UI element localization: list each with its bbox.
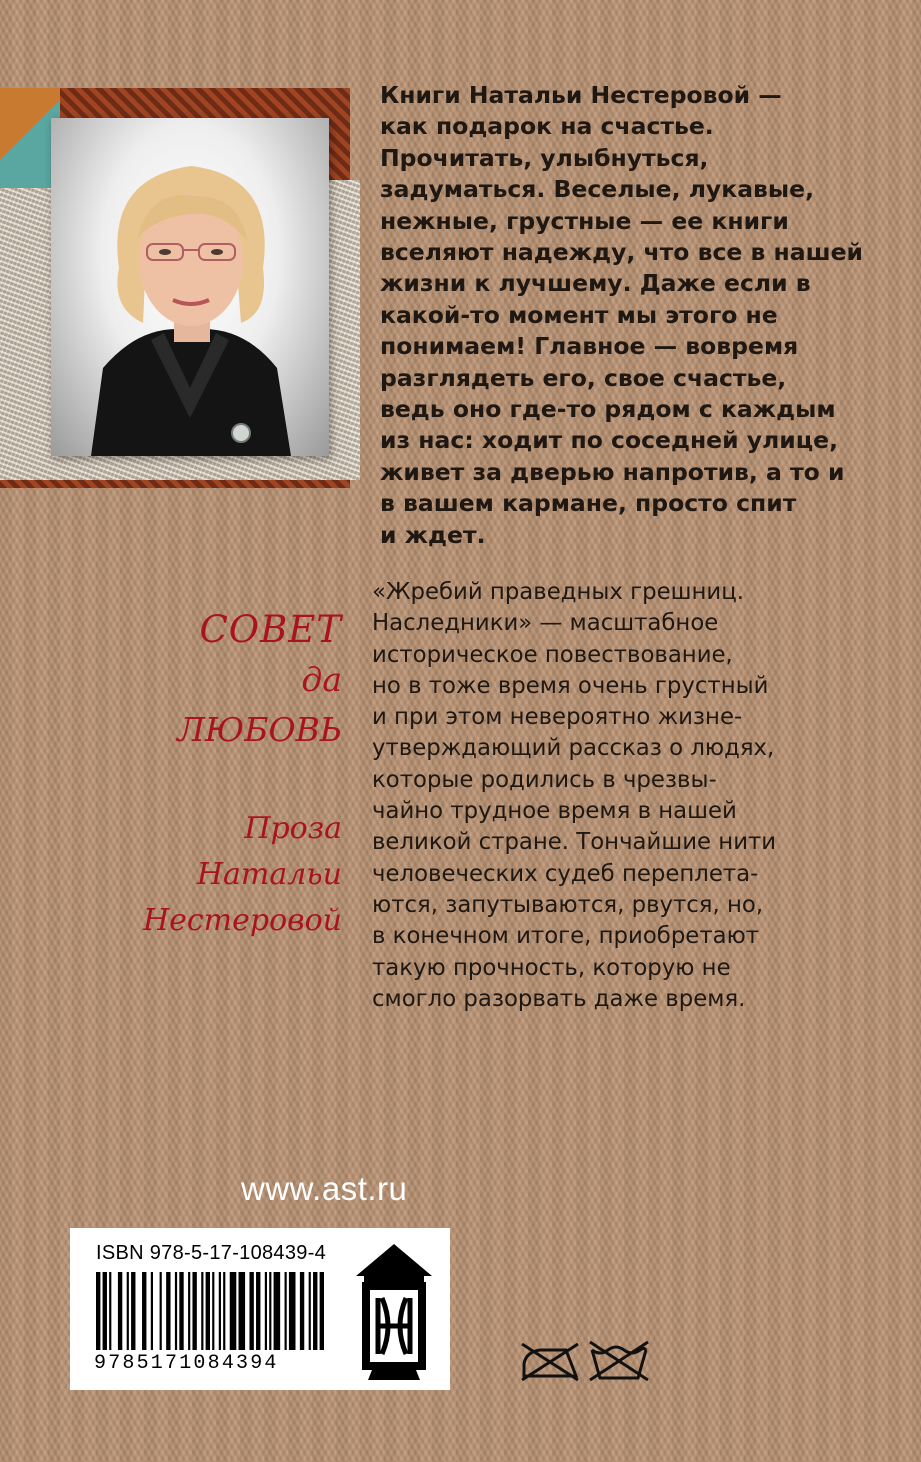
barcode-bar (269, 1272, 271, 1350)
ean-digits: 9785171084394 (94, 1352, 279, 1375)
lantern-logo-icon (354, 1242, 434, 1382)
barcode-bar (166, 1272, 170, 1350)
barcode-bar (256, 1272, 260, 1350)
barcode-bar (151, 1272, 153, 1350)
barcode-icon (94, 1272, 326, 1350)
author-blurb: Книги Натальи Нестеровой — как подарок на счастье. Прочитать, улыбнуться, задуматься. Веселые, лукавые, нежные, грустные — ее книги вселяют надежду, что все в нашей жизни к лучшему. Даже если в какой-то момент мы этого не понимаем! Главное — вовремя разглядеть его, свое счастье, ведь оно где-то рядом с каждым из нас: ходит по соседней улице, живет за дверью напротив, а то и в вашем кармане, просто спит и ждет. (380, 81, 864, 549)
barcode-bar (239, 1272, 246, 1350)
barcode-bar (223, 1272, 225, 1350)
barcode-bar (289, 1272, 296, 1350)
hand-wash-icon (590, 1342, 648, 1380)
barcode-panel (70, 1228, 450, 1390)
barcode-bar (274, 1272, 281, 1350)
barcode-bar (142, 1272, 146, 1350)
barcode-bar (192, 1272, 196, 1350)
series-title-line-1: СОВЕТ (199, 608, 342, 651)
barcode-bar (249, 1272, 253, 1350)
barcode-bar (206, 1272, 210, 1350)
barcode-bar (265, 1272, 267, 1350)
author-portrait-illustration (51, 118, 329, 456)
barcode-bar (127, 1272, 129, 1350)
barcode-bar (212, 1272, 214, 1350)
do-not-iron-icon (522, 1344, 578, 1380)
series-title-line-3: ЛЮБОВЬ (177, 710, 342, 749)
barcode-bar (96, 1272, 100, 1350)
publisher-website[interactable]: www.ast.ru (241, 1170, 408, 1207)
barcode-bar (230, 1272, 237, 1350)
series-title (150, 605, 342, 755)
barcode-bar (201, 1272, 203, 1350)
care-symbols (518, 1338, 650, 1382)
author-photo-frame (51, 118, 329, 456)
series-title-line-2: да (301, 660, 342, 699)
barcode-bar (309, 1272, 311, 1350)
book-description: «Жребий праведных грешниц. Наследники» — масштабное историческое повествование, но в тоже время очень грустный и при этом невероятно жизне- утверждающий рассказ о людях, которые родились в чрезвы- чайно трудное время в нашей великой стране. Тончайшие нити человеческих судеб переплета- ются, запутываются, рвутся, но, в конечном итоге, приобретают такую прочность, которую не смогло разорвать даже время. (372, 579, 777, 1012)
barcode-bar (131, 1272, 135, 1350)
prose-label: Проза Натальи Нестеровой (142, 811, 342, 938)
barcode-bar (300, 1272, 304, 1350)
barcode-bar (320, 1272, 324, 1350)
isbn-number: ISBN 978-5-17-108439-4 (96, 1242, 327, 1264)
barcode-bar (109, 1272, 111, 1350)
author-photo (51, 118, 329, 456)
barcode-bar (285, 1272, 287, 1350)
barcode-bar (219, 1272, 221, 1350)
barcode-bar (160, 1272, 162, 1350)
barcode-bar (179, 1272, 183, 1350)
barcode-bar (103, 1272, 107, 1350)
barcode-bar (313, 1272, 317, 1350)
barcode-bar (175, 1272, 177, 1350)
barcode-bar (118, 1272, 122, 1350)
barcode-bar (188, 1272, 190, 1350)
